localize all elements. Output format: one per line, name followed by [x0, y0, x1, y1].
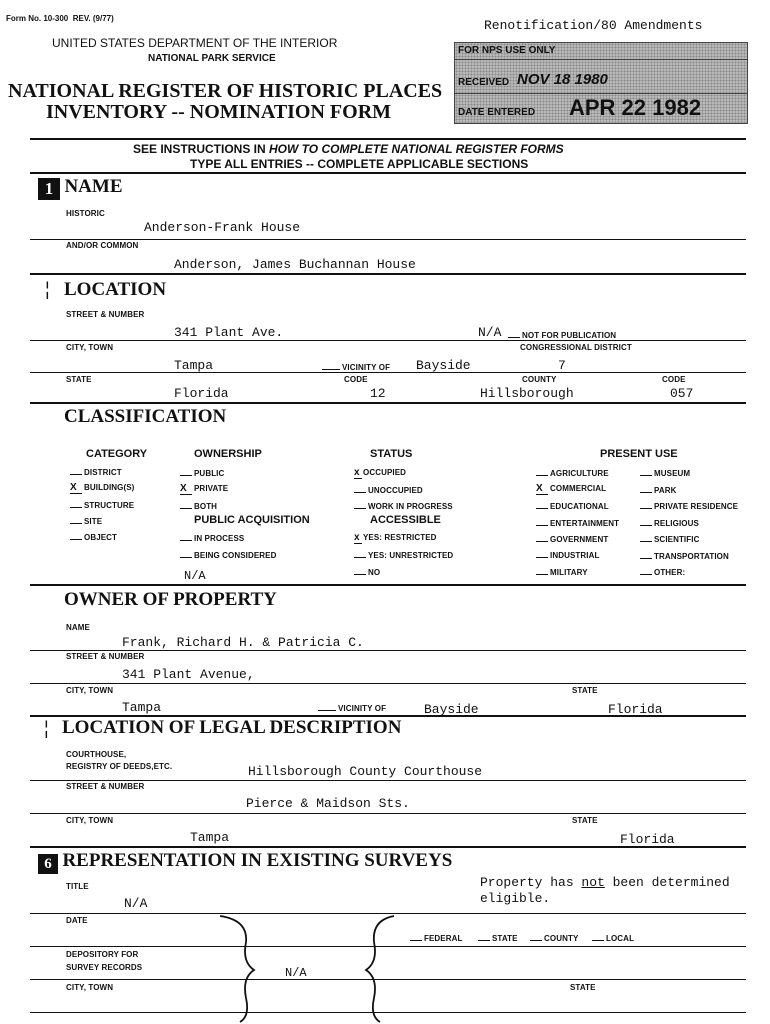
survey-city-label: CITY, TOWN: [66, 983, 114, 992]
section-classification-heading: CLASSIFICATION: [64, 406, 227, 427]
survey-state-label: STATE: [570, 983, 596, 992]
section-number-mark: ¦: [44, 718, 49, 738]
location-city-label: CITY, TOWN: [66, 343, 114, 352]
legal-city-label: CITY, TOWN: [66, 816, 114, 825]
section-location-heading: LOCATION: [64, 279, 167, 300]
use-scientific[interactable]: SCIENTIFIC: [640, 533, 699, 544]
owner-city-value: Tampa: [122, 700, 162, 715]
county-code-label: CODE: [662, 375, 686, 384]
owner-street-label: STREET & NUMBER: [66, 652, 145, 661]
section-surveys-heading: 6 REPRESENTATION IN EXISTING SURVEYS: [38, 850, 452, 874]
use-agriculture[interactable]: AGRICULTURE: [536, 467, 609, 478]
depository-label-2: SURVEY RECORDS: [66, 963, 143, 972]
section-legal-heading: LOCATION OF LEGAL DESCRIPTION: [62, 717, 402, 738]
type-entries-line: TYPE ALL ENTRIES -- COMPLETE APPLICABLE SECTIONS: [190, 157, 529, 171]
accessible-no[interactable]: NO: [354, 566, 380, 577]
accessible-heading: ACCESSIBLE: [370, 514, 441, 526]
use-commercial[interactable]: X COMMERCIAL: [536, 483, 607, 494]
legal-state-value: Florida: [620, 832, 675, 847]
received-stamp: NOV 18 1980: [517, 71, 608, 88]
owner-city-label: CITY, TOWN: [66, 686, 114, 695]
public-acquisition-heading: PUBLIC ACQUISITION: [194, 514, 310, 526]
survey-level-county[interactable]: COUNTY: [530, 932, 578, 943]
instructions-line: SEE INSTRUCTIONS IN HOW TO COMPLETE NATIONAL REGISTER FORMS: [133, 142, 564, 156]
acquisition-being-considered[interactable]: BEING CONSIDERED: [180, 549, 277, 560]
registry-label: REGISTRY OF DEEDS,ETC.: [66, 762, 173, 771]
legal-state-label: STATE: [572, 816, 598, 825]
renotification-note: Renotification/80 Amendments: [484, 18, 703, 33]
county-value: Hillsborough: [480, 386, 574, 401]
owner-name-label: NAME: [66, 623, 90, 632]
common-name-value: Anderson, James Buchannan House: [174, 257, 416, 272]
depository-label-1: DEPOSITORY FOR: [66, 950, 139, 959]
ownership-heading: OWNERSHIP: [194, 448, 262, 460]
ownership-both[interactable]: BOTH: [180, 500, 217, 511]
county-code-value: 057: [670, 386, 694, 401]
common-name-label: AND/OR COMMON: [66, 241, 139, 250]
legal-street-label: STREET & NUMBER: [66, 782, 145, 791]
section-number-badge: 1: [38, 178, 60, 200]
location-vicinity-label: VICINITY OF: [322, 361, 390, 372]
owner-state-value: Florida: [608, 702, 663, 717]
accessible-yes-unrestricted[interactable]: YES: UNRESTRICTED: [354, 549, 453, 560]
form-number: Form No. 10-300 REV. (9/77): [6, 14, 114, 23]
congressional-district-value: 7: [558, 358, 566, 373]
survey-title-value: N/A: [124, 896, 148, 911]
owner-vicinity-value: Bayside: [424, 702, 479, 717]
received-label: RECEIVED: [458, 77, 510, 88]
survey-title-label: TITLE: [66, 882, 89, 891]
congressional-district-label: CONGRESSIONAL DISTRICT: [520, 343, 632, 352]
acquisition-value: N/A: [184, 569, 206, 583]
category-district[interactable]: DISTRICT: [70, 466, 122, 477]
historic-name-value: Anderson-Frank House: [144, 220, 301, 235]
not-for-publication-label: NOT FOR PUBLICATION: [508, 329, 616, 340]
county-label: COUNTY: [522, 375, 557, 384]
courthouse-value: Hillsborough County Courthouse: [248, 764, 483, 779]
state-code-value: 12: [370, 386, 386, 401]
category-site[interactable]: SITE: [70, 515, 102, 526]
status-heading: STATUS: [370, 448, 413, 460]
department-line: UNITED STATES DEPARTMENT OF THE INTERIOR: [52, 36, 338, 50]
use-religious[interactable]: RELIGIOUS: [640, 517, 699, 528]
acquisition-in-process[interactable]: IN PROCESS: [180, 532, 244, 543]
depository-value: N/A: [285, 966, 307, 980]
state-code-label: CODE: [344, 375, 368, 384]
nps-use-box: [454, 42, 748, 124]
category-buildings[interactable]: X BUILDING(S): [70, 482, 135, 493]
present-use-heading: PRESENT USE: [600, 448, 678, 460]
use-educational[interactable]: EDUCATIONAL: [536, 500, 609, 511]
not-for-publication-value: N/A: [478, 325, 502, 340]
eligibility-note-line2: eligible.: [480, 891, 551, 906]
survey-date-label: DATE: [66, 916, 88, 925]
location-street-label: STREET & NUMBER: [66, 310, 145, 319]
historic-label: HISTORIC: [66, 209, 105, 218]
owner-state-label: STATE: [572, 686, 598, 695]
form-title-2: INVENTORY -- NOMINATION FORM: [46, 101, 392, 123]
use-government[interactable]: GOVERNMENT: [536, 533, 608, 544]
category-object[interactable]: OBJECT: [70, 531, 117, 542]
use-other[interactable]: OTHER:: [640, 566, 685, 577]
use-industrial[interactable]: INDUSTRIAL: [536, 549, 599, 560]
survey-level-state[interactable]: STATE: [478, 932, 518, 943]
use-park[interactable]: PARK: [640, 484, 676, 495]
ownership-public[interactable]: PUBLIC: [180, 467, 224, 478]
nps-use-label: FOR NPS USE ONLY: [458, 45, 556, 56]
legal-street-value: Pierce & Maidson Sts.: [246, 796, 410, 811]
form-title-1: NATIONAL REGISTER OF HISTORIC PLACES: [8, 80, 443, 102]
location-city-value: Tampa: [174, 358, 214, 373]
section-name-heading: 1 NAME: [38, 176, 123, 200]
category-structure[interactable]: STRUCTURE: [70, 499, 134, 510]
owner-street-value: 341 Plant Avenue,: [122, 667, 255, 682]
category-heading: CATEGORY: [86, 448, 148, 460]
date-entered-stamp: APR 22 1982: [569, 95, 702, 120]
owner-name-value: Frank, Richard H. & Patricia C.: [122, 635, 364, 650]
status-work-in-progress[interactable]: WORK IN PROGRESS: [354, 500, 453, 511]
survey-level-federal[interactable]: FEDERAL: [410, 932, 462, 943]
location-vicinity-value: Bayside: [416, 358, 471, 373]
courthouse-label: COURTHOUSE,: [66, 750, 127, 759]
use-private-residence[interactable]: PRIVATE RESIDENCE: [640, 500, 738, 511]
service-line: NATIONAL PARK SERVICE: [148, 53, 276, 64]
owner-vicinity-label: VICINITY OF: [318, 702, 386, 713]
date-entered-label: DATE ENTERED: [458, 107, 536, 118]
eligibility-note-line1: Property has not been determined: [480, 875, 730, 890]
section-number-mark: ¦: [45, 279, 50, 299]
location-state-label: STATE: [66, 375, 92, 384]
ownership-private[interactable]: X PRIVATE: [180, 483, 229, 494]
location-street-value: 341 Plant Ave.: [174, 325, 284, 340]
accessible-yes-restricted[interactable]: x YES: RESTRICTED: [354, 532, 437, 543]
status-unoccupied[interactable]: UNOCCUPIED: [354, 484, 423, 495]
use-transportation[interactable]: TRANSPORTATION: [640, 550, 729, 561]
location-state-value: Florida: [174, 386, 229, 401]
survey-level-local[interactable]: LOCAL: [592, 932, 634, 943]
use-entertainment[interactable]: ENTERTAINMENT: [536, 517, 619, 528]
section-number-badge: 6: [38, 854, 58, 874]
section-owner-heading: OWNER OF PROPERTY: [64, 589, 277, 610]
legal-city-value: Tampa: [190, 830, 230, 845]
use-military[interactable]: MILITARY: [536, 566, 588, 577]
status-occupied[interactable]: x OCCUPIED: [354, 467, 407, 478]
use-museum[interactable]: MUSEUM: [640, 467, 690, 478]
